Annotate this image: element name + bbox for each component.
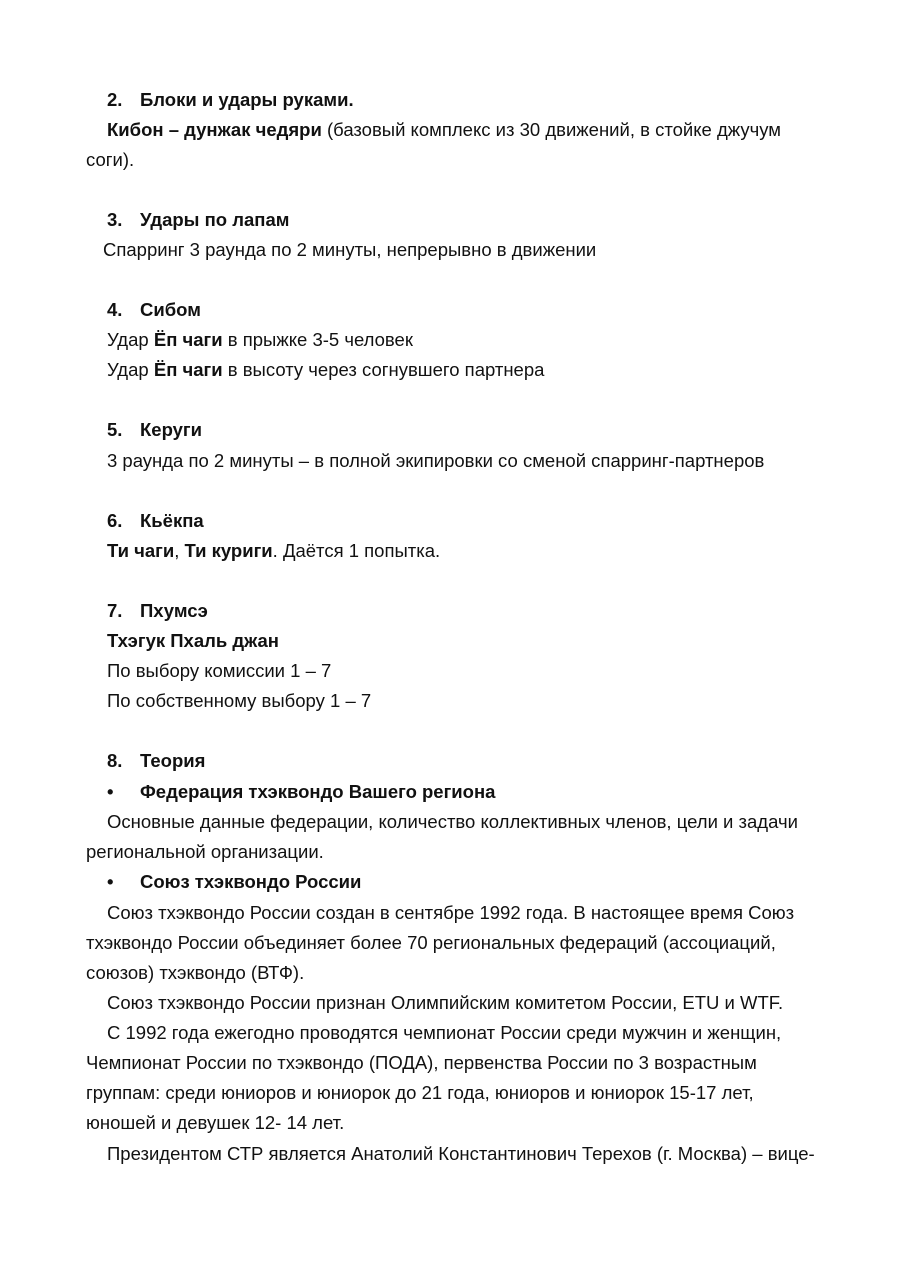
section-number: 7.	[107, 600, 123, 621]
section-title: Керуги	[140, 419, 203, 440]
section-5-heading	[107, 418, 202, 442]
section-6-heading	[107, 509, 204, 533]
section-7-line-2: По собственному выбору 1 – 7	[107, 690, 372, 711]
section-7-line-1: По выбору комиссии 1 – 7	[107, 660, 332, 681]
bold-term: Кибон – дунжак чедяри	[107, 119, 322, 140]
section-6-text: Ти чаги, Ти куриги. Даётся 1 попытка.	[107, 540, 441, 561]
section-number: 4.	[107, 299, 123, 320]
bold-term: Ёп чаги	[153, 329, 223, 350]
bold-term: Ёп чаги	[153, 359, 223, 380]
section-title: Кьёкпа	[140, 510, 204, 531]
paragraph-4-line-4: юношей и девушек 12- 14 лет.	[86, 1112, 345, 1133]
paragraph-2-line-3: союзов) тхэквондо (ВТФ).	[86, 962, 305, 983]
paragraph-2-line-2: тхэквондо России объединяет более 70 региональных федераций (ассоциаций,	[86, 932, 776, 953]
section-title: Пхумсэ	[140, 600, 208, 621]
section-number: 6.	[107, 510, 123, 531]
section-title: Удары по лапам	[140, 209, 290, 230]
section-title: Блоки и удары руками.	[140, 89, 354, 110]
section-7-subtitle: Тхэгук Пхаль джан	[107, 630, 279, 651]
section-8-heading	[107, 749, 205, 773]
section-number: 8.	[107, 750, 123, 771]
section-4-line-1: Удар Ёп чаги в прыжке 3-5 человек	[107, 329, 413, 350]
section-number: 3.	[107, 209, 123, 230]
bullet-item-union: • Союз тхэквондо России	[107, 871, 362, 892]
section-7-heading	[107, 599, 208, 623]
paragraph-1-line-1: Основные данные федерации, количество коллективных членов, цели и задачи	[107, 811, 798, 832]
section-number: 5.	[107, 419, 123, 440]
section-4-heading	[107, 298, 201, 322]
bullet-icon: •	[107, 871, 114, 892]
paragraph-4-line-2: Чемпионат России по тхэквондо (ПОДА), первенства России по 3 возрастным	[86, 1052, 757, 1073]
section-title: Теория	[140, 750, 206, 771]
section-title: Сибом	[140, 299, 201, 320]
section-5-text: 3 раунда по 2 минуты – в полной экипировки со сменой спарринг-партнеров	[107, 450, 765, 471]
section-3-text: Спарринг 3 раунда по 2 минуты, непрерывно в движении	[103, 239, 597, 260]
section-2-text-line-1: Кибон – дунжак чедяри (базовый комплекс из 30 движений, в стойке джучум	[107, 119, 781, 140]
paragraph-4-line-1: С 1992 года ежегодно проводятся чемпионат России среди мужчин и женщин,	[107, 1022, 782, 1043]
paragraph-3: Союз тхэквондо России признан Олимпийским комитетом России, ETU и WTF.	[107, 992, 784, 1013]
bold-term: Ти куриги	[184, 540, 273, 561]
paragraph-5: Президентом СТР является Анатолий Константинович Терехов (г. Москва) – вице-	[107, 1143, 815, 1164]
paragraph-2-line-1: Союз тхэквондо России создан в сентябре 1992 года. В настоящее время Союз	[107, 902, 795, 923]
section-3-heading	[107, 208, 289, 232]
paragraph-4-line-3: группам: среди юниоров и юниорок до 21 года, юниоров и юниорок 15-17 лет,	[86, 1082, 754, 1103]
bullet-item-federation: • Федерация тхэквондо Вашего региона	[107, 781, 496, 802]
section-4-line-2: Удар Ёп чаги в высоту через согнувшего партнера	[107, 359, 545, 380]
bullet-icon: •	[107, 781, 114, 802]
section-2-text-line-2: соги).	[86, 149, 135, 170]
section-number: 2.	[107, 89, 123, 110]
paragraph-1-line-2: региональной организации.	[86, 841, 324, 862]
section-2-heading	[107, 88, 354, 112]
bold-term: Ти чаги	[107, 540, 175, 561]
